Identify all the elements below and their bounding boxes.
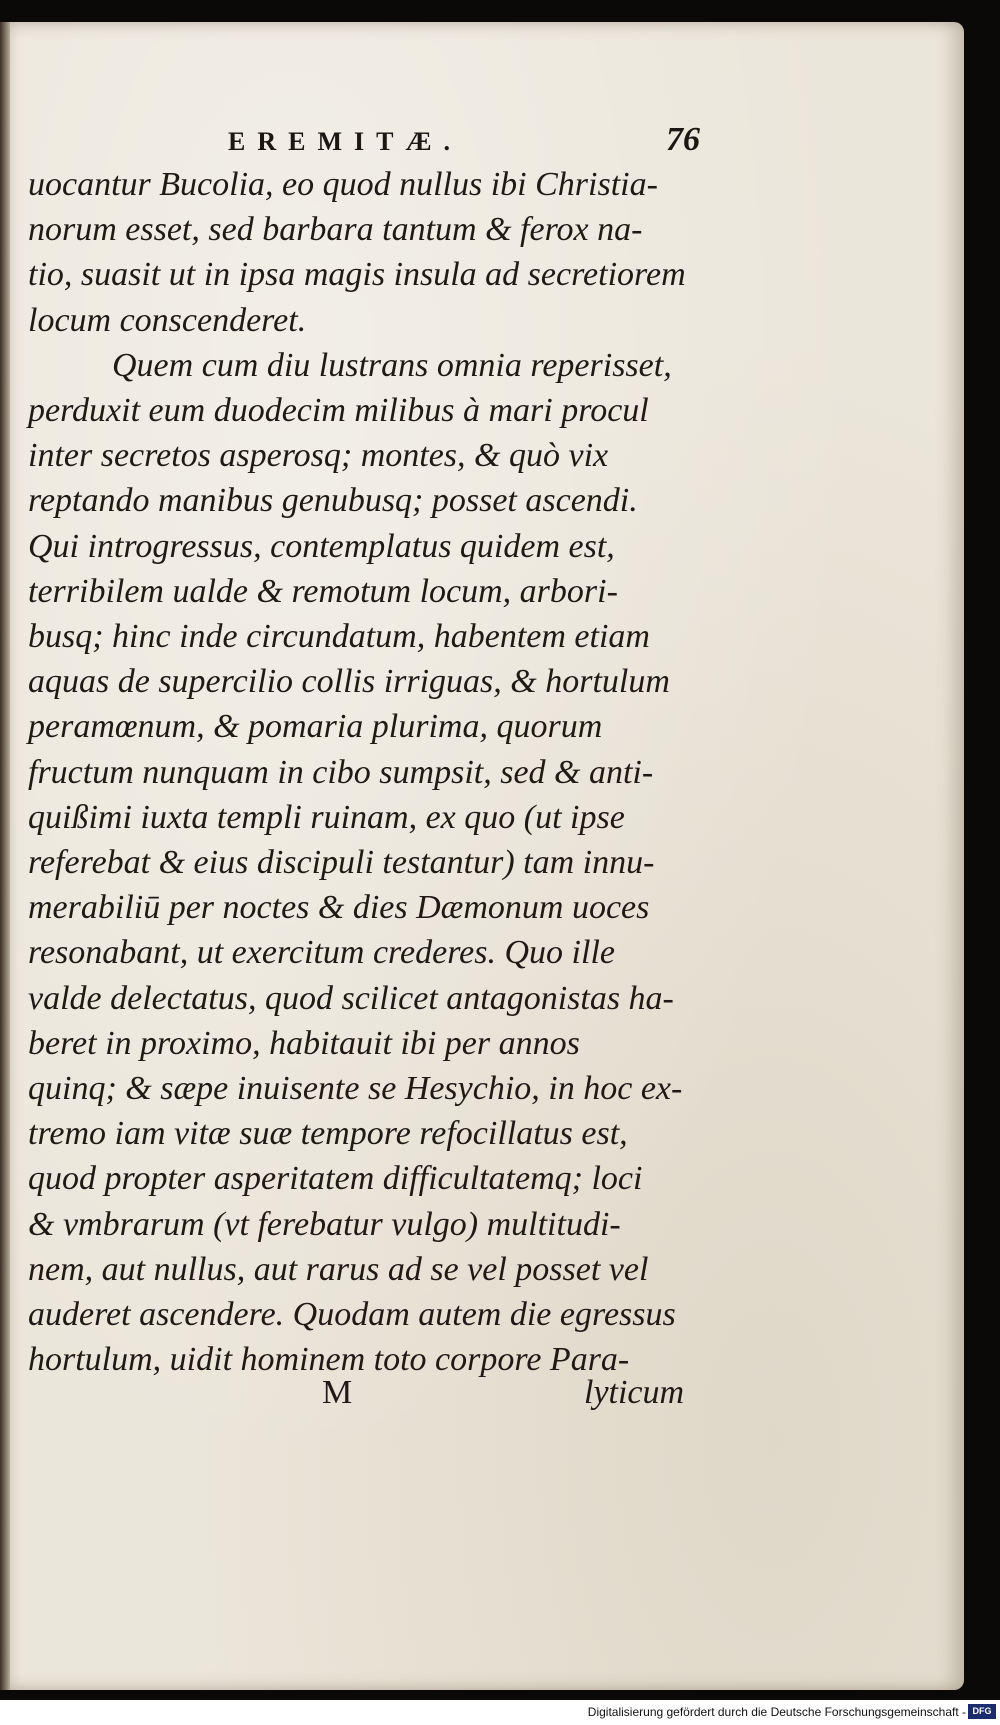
text-line: & vmbrarum (vt ferebatur vulgo) multitudi- — [28, 1205, 621, 1243]
text-line: norum esset, sed barbara tantum & ferox na- — [28, 211, 643, 249]
text-line: Quem cum diu lustrans omnia reperisset, — [112, 346, 672, 384]
text-line: perduxit eum duodecim milibus à mari procul — [28, 392, 649, 430]
text-line: terribilem ualde & remotum locum, arbori- — [28, 572, 618, 610]
text-line: fructum nunquam in cibo sumpsit, sed & anti- — [28, 753, 654, 791]
text-line: peramœnum, & pomaria plurima, quorum — [28, 708, 603, 746]
page-number: 76 — [666, 121, 700, 158]
text-line: tremo iam vitæ suæ tempore refocillatus est, — [28, 1115, 628, 1153]
text-line: hortulum, uidit hominem toto corpore Para- — [28, 1341, 630, 1379]
text-line: beret in proximo, habitauit ibi per annos — [28, 1024, 580, 1062]
text-line: auderet ascendere. Quodam autem die egressus — [28, 1296, 676, 1334]
book-page — [6, 22, 964, 1690]
text-line: inter secretos asperosq; montes, & quò vix — [28, 437, 609, 475]
text-line: locum conscenderet. — [28, 301, 307, 339]
text-line: quißimi iuxta templi ruinam, ex quo (ut ipse — [28, 798, 625, 836]
running-head — [6, 121, 964, 167]
body-text — [28, 162, 718, 1382]
text-line: quod propter asperitatem difficultatemq; loci — [28, 1160, 643, 1198]
text-line: tio, suasit ut in ipsa magis insula ad secretiorem — [28, 256, 686, 294]
credit-text: Digitalisierung gefördert durch die Deutsche Forschungsgemeinschaft - — [587, 1705, 966, 1719]
catchword: lyticum — [584, 1374, 685, 1411]
running-title: EREMITÆ. — [228, 127, 462, 156]
text-line: Qui introgressus, contemplatus quidem est, — [28, 527, 615, 565]
digitization-credit-bar — [0, 1700, 1000, 1725]
text-line: reptando manibus genubusq; posset ascendi. — [28, 482, 638, 520]
catchline — [6, 1374, 964, 1424]
signature-mark: M — [322, 1374, 353, 1411]
text-line: referebat & eius discipuli testantur) tam innu- — [28, 844, 655, 882]
text-line: resonabant, ut exercitum crederes. Quo ille — [28, 934, 615, 972]
text-line: busq; hinc inde circundatum, habentem etiam — [28, 618, 650, 656]
text-line: nem, aut nullus, aut rarus ad se vel posset vel — [28, 1250, 649, 1288]
text-line: valde delectatus, quod scilicet antagonistas ha- — [28, 979, 674, 1017]
text-line: merabiliū per noctes & dies Dæmonum uoces — [28, 889, 650, 927]
text-line: uocantur Bucolia, eo quod nullus ibi Christia- — [28, 166, 658, 203]
dfg-logo-icon: DFG — [968, 1704, 996, 1719]
text-line: aquas de supercilio collis irriguas, & hortulum — [28, 663, 670, 701]
text-line: quinq; & sæpe inuisente se Hesychio, in hoc ex- — [28, 1070, 683, 1108]
page-gutter-edge — [0, 22, 10, 1690]
